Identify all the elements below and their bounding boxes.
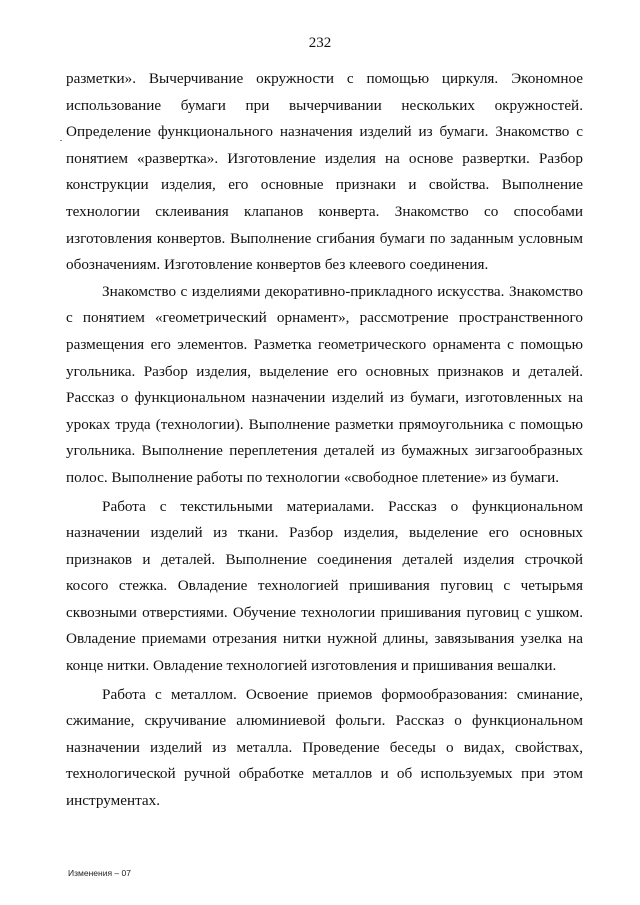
paragraph-1: разметки». Вычерчивание окружности с помощью циркуля. Экономное использование бумаги при вычерчивании нескольких окружностей. Определение функционального назначения изделий из бумаги. Знакомство с понятием «развертка». Изготовление изделия на основе развертки. Разбор конструкции изделия, его основные признаки и свойства. Выполнение технологии склеивания клапанов конверта. Знакомство со способами изготовления конвертов. Выполнение сгибания бумаги по заданным условным обозначениям. Изготовление конвертов без клеевого соединения. — [66, 70, 583, 274]
paragraph-3: Работа с текстильными материалами. Рассказ о функциональном назначении изделий из ткани. Разбор изделия, выделение его основных признаков и деталей. Выполнение соединения деталей изделия строчкой косого стежка. Овладение технологией пришивания пуговиц с четырьмя сквозными отверстиями. Обучение технологии пришивания пуговиц с ушком. Овладение приемами отрезания нитки нужной длины, завязывания узелка на конце нитки. Овладение технологией изготовления и пришивания вешалки. — [66, 497, 583, 675]
page-number: 232 — [308, 35, 332, 51]
document-body — [66, 66, 583, 815]
paragraph-4: Работа с металлом. Освоение приемов формообразования: сминание, сжимание, скручивание алюминиевой фольги. Рассказ о функциональном назначении изделий из металла. Проведение беседы о видах, свойствах, технологической ручной обработке металлов и об используемых при этом инструментах. — [66, 685, 583, 810]
revision-footnote: Изменения – 07 — [68, 868, 131, 878]
scan-artifact — [60, 140, 62, 141]
paragraph-2: Знакомство с изделиями декоративно-прикладного искусства. Знакомство с понятием «геометрический орнамент», рассмотрение пространственного размещения его элементов. Разметка геометрического орнамента с помощью угольника. Разбор изделия, выделение его основных признаков и деталей. Рассказ о функциональном назначении изделий из бумаги, изготовленных на уроках труда (технологии). Выполнение разметки прямоугольника с помощью угольника. Выполнение переплетения деталей из бумажных зигзагообразных полос. Выполнение работы по технологии «свободное плетение» из бумаги. — [66, 282, 583, 486]
